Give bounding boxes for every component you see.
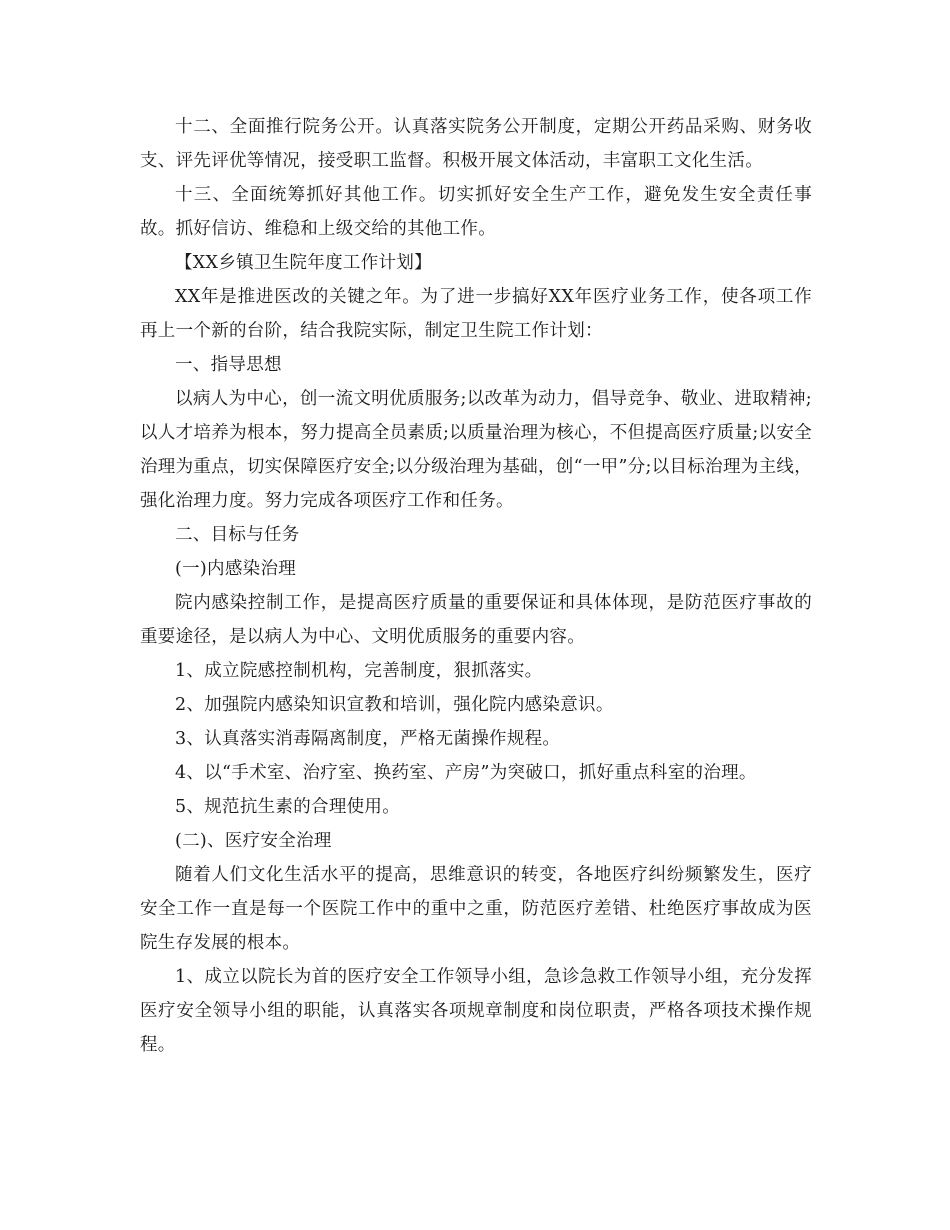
paragraph-safety-item-1: 1、成立以院长为首的医疗安全工作领导小组，急诊急救工作领导小组，充分发挥医疗安全领导小组的职能，认真落实各项规章制度和岗位职责，严格各项技术操作规程。: [140, 967, 812, 1055]
paragraph-section-13: 十三、全面统筹抓好其他工作。切实抓好安全生产工作，避免发生安全责任事故。抓好信访、维稳和上级交给的其他工作。: [140, 185, 812, 239]
list-item-2: 2、加强院内感染知识宣教和培训，强化院内感染意识。: [175, 695, 614, 715]
paragraph-guiding-ideology: 以病人为中心，创一流文明优质服务;以改革为动力，倡导竞争、敬业、进取精神;以人才培养为根本，努力提高全员素质;以质量治理为核心，不但提高医疗质量;以安全治理为重点，切实保障医疗安全;以分级治理为基础，创“一甲”分;以目标治理为主线，强化治理力度。努力完成各项医疗工作和任务。: [140, 389, 812, 511]
document-title: 【XX乡镇卫生院年度工作计划】: [175, 253, 432, 273]
subheading-medical-safety: (二)、医疗安全治理: [175, 831, 332, 851]
list-item-4: 4、以“手术室、治疗室、换药室、产房”为突破口，抓好重点科室的治理。: [175, 763, 757, 783]
paragraph-medical-safety: 随着人们文化生活水平的提高，思维意识的转变，各地医疗纠纷频繁发生，医疗安全工作一直是每一个医院工作中的重中之重，防范医疗差错、杜绝医疗事故成为医院生存发展的根本。: [140, 865, 812, 953]
list-item-1: 1、成立院感控制机构，完善制度，狠抓落实。: [175, 661, 543, 681]
paragraph-section-12: 十二、全面推行院务公开。认真落实院务公开制度，定期公开药品采购、财务收支、评先评优等情况，接受职工监督。积极开展文体活动，丰富职工文化生活。: [140, 117, 812, 171]
paragraph-infection-control: 院内感染控制工作，是提高医疗质量的重要保证和具体体现，是防范医疗事故的重要途径，是以病人为中心、文明优质服务的重要内容。: [140, 593, 812, 647]
list-item-5: 5、规范抗生素的合理使用。: [175, 797, 401, 817]
list-item-3: 3、认真落实消毒隔离制度，严格无菌操作规程。: [175, 729, 561, 749]
document-page: [140, 110, 812, 1062]
subheading-infection-control: (一)内感染治理: [175, 559, 297, 579]
heading-goals-tasks: 二、目标与任务: [175, 525, 300, 545]
paragraph-intro: XX年是推进医改的关键之年。为了进一步搞好XX年医疗业务工作，使各项工作再上一个新的台阶，结合我院实际，制定卫生院工作计划：: [140, 287, 812, 341]
heading-guiding-ideology: 一、指导思想: [175, 355, 282, 375]
